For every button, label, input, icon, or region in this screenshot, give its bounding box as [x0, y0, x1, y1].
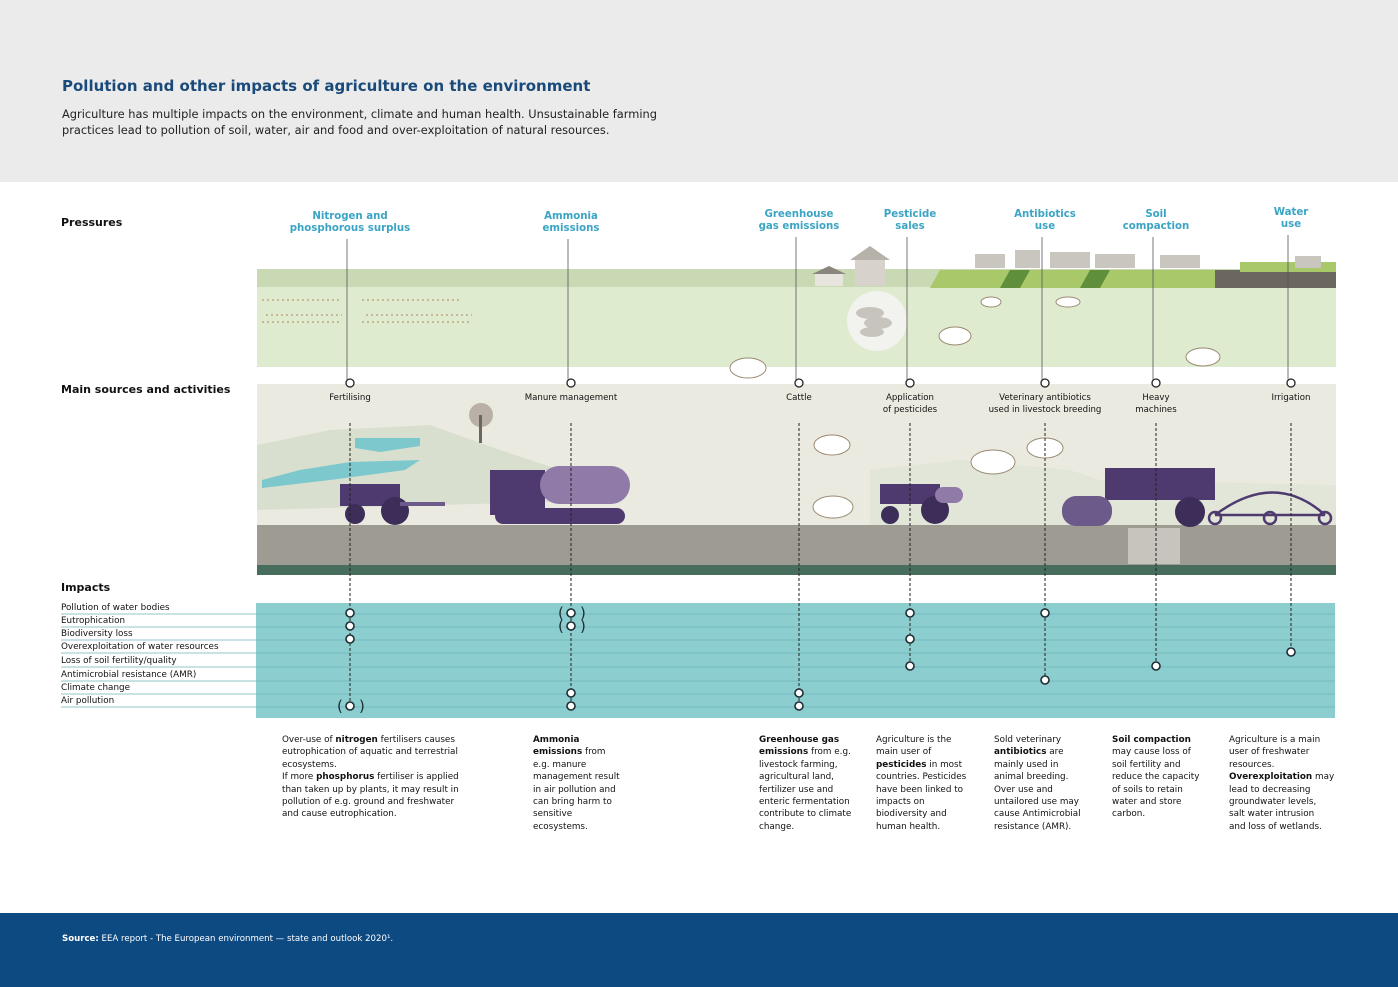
impact-description: [533, 734, 643, 833]
impact-marker: [346, 609, 354, 617]
impact-marker: [906, 609, 914, 617]
impact-marker: [346, 635, 354, 643]
partial-bracket: (: [558, 617, 564, 635]
description-text: lead to decreasing: [1229, 784, 1311, 795]
description-line: [876, 734, 986, 746]
description-text: resources.: [1229, 759, 1275, 770]
impact-label: Antimicrobial resistance (AMR): [61, 670, 197, 680]
description-text: Agriculture is a main: [1229, 735, 1321, 745]
description-line: [876, 808, 986, 820]
description-text: Soil compaction: [1112, 735, 1191, 745]
pressure-label-line: phosphorous surplus: [289, 223, 411, 234]
description-line: [759, 796, 869, 808]
sources-heading: Main sources and activities: [61, 383, 231, 396]
impact-description: [759, 734, 869, 833]
description-text: antibiotics: [994, 747, 1047, 758]
pressure-label: [543, 211, 600, 235]
impact-label: Biodiversity loss: [61, 629, 133, 639]
footer-source-label: Source:: [62, 934, 99, 944]
pressure-label-line: Pesticide: [883, 209, 937, 220]
footer-band: [0, 913, 1398, 987]
impact-description: [876, 734, 986, 833]
description-line: [1112, 734, 1222, 746]
impact-marker-partial: [346, 702, 354, 710]
description-text: and cause eutrophication.: [282, 809, 397, 820]
description-text: pesticides: [876, 759, 927, 770]
description-line: [876, 759, 986, 771]
impacts-heading: Impacts: [61, 581, 111, 594]
source-label: [525, 392, 618, 404]
impact-marker: [567, 689, 575, 697]
description-line: [533, 821, 643, 833]
description-text: cause Antimicrobial: [994, 809, 1081, 820]
description-text: nitrogen: [335, 735, 378, 745]
impact-description: [994, 734, 1104, 833]
page-subtitle: Agriculture has multiple impacts on the environment, climate and human health. Unsustainable farming practices lead to pollution of soil, water, air and food and over-exploitation of natural resources.: [62, 107, 657, 137]
description-text: of soils to retain: [1112, 784, 1183, 795]
description-line: [1229, 771, 1349, 783]
description-line: [282, 796, 482, 808]
description-line: [1112, 784, 1222, 796]
pressure-label-line: use: [1034, 221, 1056, 232]
source-label-line: Irrigation: [1271, 393, 1311, 403]
source-label: [1135, 392, 1176, 416]
description-line: [533, 759, 643, 771]
description-line: [759, 808, 869, 820]
description-text: phosphorus: [316, 772, 375, 783]
description-line: [282, 771, 482, 783]
description-line: [1112, 771, 1222, 783]
description-line: [994, 771, 1104, 783]
description-text: water and store: [1112, 797, 1182, 808]
description-text: and loss of wetlands.: [1229, 821, 1322, 832]
description-text: may: [1312, 772, 1335, 783]
impact-label: Air pollution: [61, 696, 115, 706]
landscape-background: [257, 246, 1336, 367]
description-line: [994, 746, 1104, 758]
pressure-label-line: Soil: [1145, 209, 1167, 220]
description-text: If more: [282, 772, 317, 783]
description-line: [876, 771, 986, 783]
partial-bracket: ): [580, 604, 586, 622]
description-text: human health.: [876, 821, 941, 832]
description-text: Agriculture is the: [876, 735, 952, 745]
impact-marker: [795, 689, 803, 697]
partial-bracket: (: [558, 604, 564, 622]
description-text: eutrophication of aquatic and terrestrial: [282, 747, 458, 758]
description-line: [533, 808, 643, 820]
pressure-label: [1274, 207, 1309, 231]
description-text: in air pollution and: [533, 784, 616, 795]
description-line: [759, 784, 869, 796]
description-text: main user of: [876, 747, 932, 758]
description-line: [282, 734, 482, 746]
description-text: impacts on: [876, 797, 925, 808]
description-line: [533, 746, 643, 758]
impact-marker: [567, 702, 575, 710]
pressure-label-line: use: [1280, 219, 1302, 230]
description-text: Overexploitation: [1229, 772, 1313, 783]
description-line: [876, 746, 986, 758]
description-text: emissions: [533, 747, 583, 758]
description-line: [1229, 759, 1349, 771]
impact-marker: [1041, 676, 1049, 684]
source-label-line: used in livestock breeding: [988, 405, 1102, 415]
description-text: fertilizer use and: [759, 784, 834, 795]
description-line: [533, 771, 643, 783]
source-label-line: Heavy: [1142, 393, 1170, 403]
description-text: Over-use of: [282, 735, 336, 745]
source-label: [786, 392, 812, 404]
source-node: [1287, 379, 1295, 387]
description-text: contribute to climate: [759, 809, 852, 820]
description-text: than taken up by plants, it may result in: [282, 784, 459, 795]
description-line: [533, 796, 643, 808]
impact-marker: [1287, 648, 1295, 656]
impact-marker: [906, 662, 914, 670]
description-text: ecosystems.: [282, 759, 337, 770]
description-text: countries. Pesticides: [876, 772, 967, 783]
source-label-line: Fertilising: [329, 393, 371, 403]
manure-spreader-icon: [490, 466, 630, 524]
source-node: [1152, 379, 1160, 387]
description-text: Sold veterinary: [994, 735, 1062, 745]
description-text: reduce the capacity: [1112, 772, 1200, 783]
source-label: [329, 392, 371, 404]
description-line: [759, 734, 869, 746]
description-text: Over use and: [994, 784, 1053, 795]
pressure-label-line: Ammonia: [544, 211, 598, 222]
source-label-line: of pesticides: [882, 405, 938, 415]
impact-marker: [1152, 662, 1160, 670]
pressures-heading: Pressures: [61, 216, 123, 229]
description-text: enteric fermentation: [759, 797, 850, 808]
description-line: [1112, 746, 1222, 758]
footer-source-text: EEA report - The European environment — state and outlook 2020¹.: [101, 934, 394, 944]
description-line: [1112, 759, 1222, 771]
description-line: [994, 784, 1104, 796]
description-line: [759, 771, 869, 783]
description-line: [282, 746, 482, 758]
source-label-line: Manure management: [524, 393, 618, 403]
description-text: pollution of e.g. ground and freshwater: [282, 797, 455, 808]
footer-source: [62, 934, 393, 944]
impact-marker: [1041, 609, 1049, 617]
description-text: e.g. manure: [533, 759, 587, 770]
description-text: sensitive: [533, 809, 573, 820]
description-line: [994, 796, 1104, 808]
pressure-label-line: compaction: [1122, 221, 1190, 232]
source-label-line: Veterinary antibiotics: [999, 393, 1091, 403]
description-line: [759, 746, 869, 758]
description-text: groundwater levels,: [1229, 797, 1317, 808]
description-text: soil fertility and: [1112, 759, 1181, 770]
description-text: untailored use may: [994, 797, 1080, 808]
pressure-label-line: Greenhouse: [764, 209, 834, 220]
description-line: [533, 734, 643, 746]
impact-band: [256, 603, 1335, 718]
pressure-label: [1123, 209, 1189, 233]
description-text: emissions: [759, 747, 809, 758]
description-line: [759, 759, 869, 771]
description-line: [876, 821, 986, 833]
description-text: resistance (AMR).: [994, 821, 1072, 832]
source-label-line: Cattle: [786, 393, 812, 403]
source-label: [989, 392, 1102, 416]
pressure-label-line: Antibiotics: [1014, 209, 1076, 220]
source-label-line: machines: [1135, 405, 1177, 415]
pressure-label-line: sales: [895, 221, 925, 232]
description-text: carbon.: [1112, 809, 1146, 820]
description-line: [1229, 746, 1349, 758]
source-label: [1271, 392, 1310, 404]
description-text: user of freshwater: [1229, 747, 1310, 758]
description-text: Ammonia: [533, 735, 580, 745]
description-line: [1229, 734, 1349, 746]
description-text: management result: [533, 772, 620, 783]
impact-marker-partial: [567, 609, 575, 617]
pressure-label: [759, 209, 840, 233]
partial-bracket: ): [359, 697, 365, 715]
impact-label: Pollution of water bodies: [61, 603, 170, 613]
description-line: [759, 821, 869, 833]
description-text: from e.g.: [808, 747, 851, 758]
description-text: in most: [926, 759, 963, 770]
impact-label: Overexploitation of water resources: [61, 642, 219, 652]
description-line: [876, 796, 986, 808]
description-line: [994, 759, 1104, 771]
description-line: [282, 759, 482, 771]
description-line: [1112, 808, 1222, 820]
page-title: Pollution and other impacts of agriculture on the environment: [62, 77, 591, 95]
impact-label: Loss of soil fertility/quality: [61, 656, 177, 666]
description-text: fertiliser is applied: [374, 772, 459, 783]
impact-marker: [346, 622, 354, 630]
impact-marker-partial: [567, 622, 575, 630]
partial-bracket: (: [337, 697, 343, 715]
description-text: change.: [759, 821, 795, 832]
source-node: [906, 379, 914, 387]
description-text: livestock farming,: [759, 759, 838, 770]
description-line: [1229, 821, 1349, 833]
description-text: ecosystems.: [533, 821, 588, 832]
description-text: animal breeding.: [994, 772, 1069, 783]
description-text: Greenhouse gas: [759, 735, 840, 745]
description-line: [1229, 808, 1349, 820]
source-node: [567, 379, 575, 387]
pig-pen-icon: [847, 291, 907, 351]
description-line: [994, 734, 1104, 746]
pressure-label-line: Nitrogen and: [312, 211, 388, 222]
pressure-label-line: Water: [1273, 207, 1309, 218]
impact-marker: [795, 702, 803, 710]
pressure-label-line: emissions: [542, 223, 600, 234]
description-text: can bring harm to: [533, 797, 612, 808]
description-text: mainly used in: [994, 759, 1059, 770]
source-node: [795, 379, 803, 387]
description-line: [282, 784, 482, 796]
description-line: [1112, 796, 1222, 808]
source-node: [1041, 379, 1049, 387]
description-text: fertilisers causes: [377, 735, 455, 745]
partial-bracket: ): [580, 617, 586, 635]
pressure-label-line: gas emissions: [758, 221, 840, 232]
description-line: [1229, 784, 1349, 796]
description-text: are: [1046, 747, 1064, 758]
description-text: agricultural land,: [759, 772, 834, 783]
impact-description: [1229, 734, 1349, 833]
pressure-label: [1014, 209, 1076, 233]
impact-label: Climate change: [61, 683, 131, 693]
description-line: [282, 808, 482, 820]
impact-label: Eutrophication: [61, 616, 126, 626]
pressure-label: [884, 209, 937, 233]
source-label-line: Application: [885, 393, 935, 403]
description-line: [876, 784, 986, 796]
impact-description: [1112, 734, 1222, 821]
description-line: [533, 784, 643, 796]
description-line: [1229, 796, 1349, 808]
description-text: may cause loss of: [1112, 747, 1191, 758]
description-text: from: [582, 747, 606, 758]
impact-description: [282, 734, 482, 821]
description-text: biodiversity and: [876, 809, 947, 820]
description-line: [994, 808, 1104, 820]
source-node: [346, 379, 354, 387]
description-text: have been linked to: [876, 784, 964, 795]
description-line: [994, 821, 1104, 833]
pressure-label: [290, 211, 410, 235]
impact-marker: [906, 635, 914, 643]
source-label: [883, 392, 937, 416]
description-text: salt water intrusion: [1229, 809, 1315, 820]
